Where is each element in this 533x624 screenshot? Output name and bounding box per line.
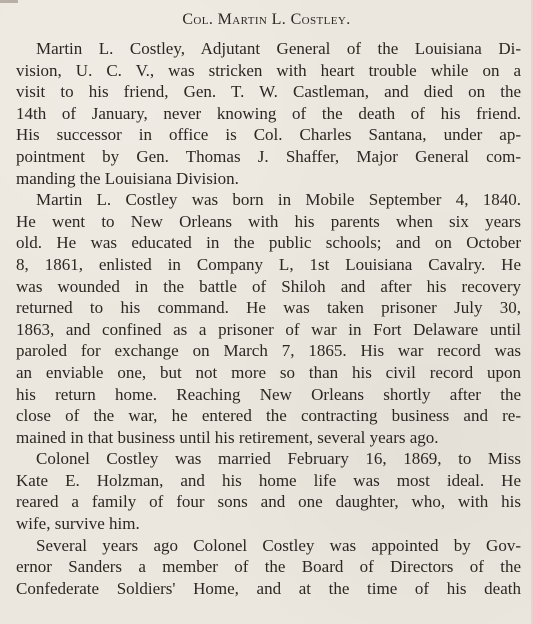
text-line-5: His successor in office is Col. Charles Santana, under ap- bbox=[16, 125, 521, 145]
page-edge-mark bbox=[0, 0, 18, 3]
text-line-19: mained in that business until his retirement, several years ago. bbox=[16, 427, 439, 447]
text-line-1: Martin L. Costley, Adjutant General of the Louisiana Di- bbox=[36, 39, 521, 58]
text-line-7: manding the Louisiana Division. bbox=[16, 168, 239, 188]
text-line-6: pointment by Gen. Thomas J. Shaffer, Major General com- bbox=[16, 146, 521, 166]
text-line-23: wife, survive him. bbox=[16, 514, 140, 534]
text-line-15: paroled for exchange on March 7, 1865. His war record was bbox=[16, 341, 521, 361]
article-heading: Col. Martin L. Costley. bbox=[182, 11, 351, 28]
text-line-17: his return home. Reaching New Orleans shortly after the bbox=[16, 384, 521, 404]
text-line-25: ernor Sanders a member of the Board of Directors of the bbox=[16, 557, 521, 577]
text-line-2: vision, U. C. V., was stricken with heart trouble while on a bbox=[16, 60, 521, 80]
text-line-26: Confederate Soldiers' Home, and at the time of his death bbox=[16, 578, 521, 598]
text-line-20: Colonel Costley was married February 16, 1869, to Miss bbox=[36, 449, 521, 469]
text-line-22: reared a family of four sons and one daughter, who, with his bbox=[16, 492, 521, 512]
text-line-12: was wounded in the battle of Shiloh and after his recovery bbox=[16, 276, 521, 296]
text-line-11: 8, 1861, enlisted in Company L, 1st Louisiana Cavalry. He bbox=[16, 254, 521, 274]
text-line-18: close of the war, he entered the contracting business and re- bbox=[16, 406, 521, 426]
text-line-9: He went to New Orleans with his parents when six years bbox=[16, 211, 521, 231]
text-line-21: Kate E. Holzman, and his home life was most ideal. He bbox=[16, 470, 521, 490]
text-line-10: old. He was educated in the public schools; and on October bbox=[16, 233, 521, 253]
text-line-24: Several years ago Colonel Costley was appointed by Gov- bbox=[36, 535, 521, 555]
text-line-14: 1863, and confined as a prisoner of war in Fort Delaware until bbox=[16, 319, 521, 339]
text-line-4: 14th of January, never knowing of the death of his friend. bbox=[16, 103, 521, 123]
text-line-8: Martin L. Costley was born in Mobile September 4, 1840. bbox=[36, 190, 521, 210]
article-body bbox=[16, 38, 521, 599]
text-line-13: returned to his command. He was taken prisoner July 30, bbox=[16, 298, 521, 318]
text-line-16: an enviable one, but not more so than his civil record upon bbox=[16, 362, 521, 382]
text-line-3: visit to his friend, Gen. T. W. Castleman, and died on the bbox=[16, 82, 521, 102]
